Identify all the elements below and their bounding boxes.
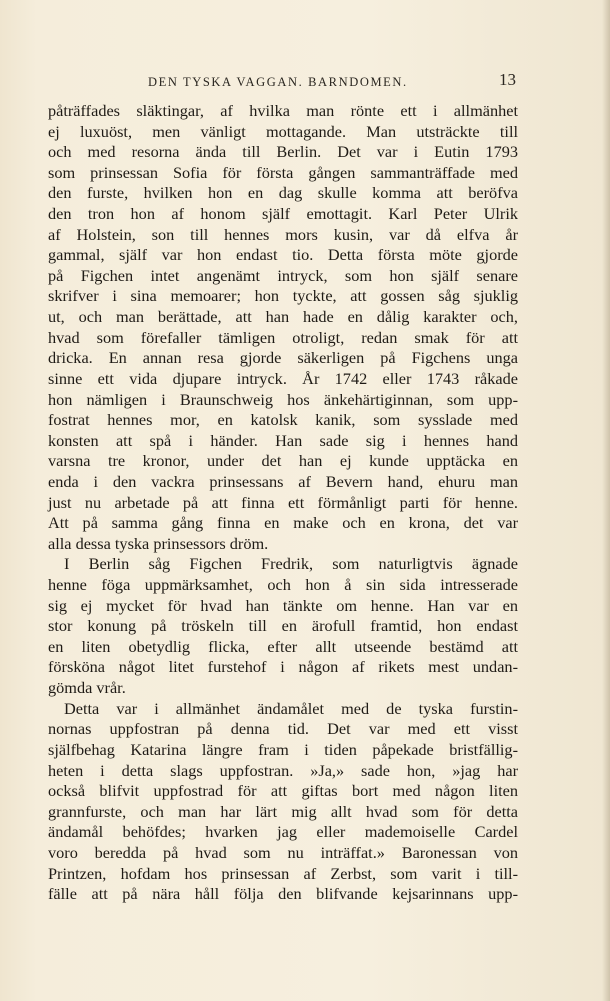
text-line: hvad som förefaller tämligen otroligt, redan smak för att — [48, 327, 518, 347]
text-line: hon nämligen i Braunschweig hos änkehärtiginnan, som upp- — [48, 389, 518, 409]
text-line: påträffades släktingar, af hvilka man rönte ett i allmänhet — [48, 101, 518, 120]
text-line: henne föga uppmärksamhet, och hon å sin sida intresserade — [48, 575, 518, 595]
text-line: gömda vrår. — [48, 678, 126, 698]
text-line: Printzen, hofdam hos prinsessan af Zerbst, som varit i till- — [48, 863, 518, 883]
text-line: sinne ett vida djupare intryck. År 1742 eller 1743 råkade — [48, 368, 518, 388]
text-line: Att på samma gång finna en make och en krona, det var — [48, 513, 518, 533]
text-line: den furste, hvilken hon en dag skulle komma att beröfva — [48, 183, 518, 203]
paragraph-1 — [48, 101, 518, 554]
body-text — [48, 101, 518, 905]
text-line: just nu arbetade på att finna ett förmånligt parti för henne. — [48, 492, 518, 512]
text-line: också blifvit uppfostrad för att giftas bort med någon liten — [48, 781, 518, 801]
text-line: sig ej mycket för hvad han tänkte om henne. Han var en — [48, 595, 518, 615]
text-line: ändamål behöfdes; hvarken jag eller mademoiselle Cardel — [48, 822, 518, 842]
page-number: 13 — [499, 70, 516, 89]
text-line: på Figchen intet angenämt intryck, som hon själf senare — [48, 265, 518, 285]
text-line: heten i detta slags uppfostran. »Ja,» sade hon, »jag har — [48, 760, 518, 780]
text-line: som prinsessan Sofia för första gången sammanträffade med — [48, 162, 518, 182]
text-line: den tron hon af honom själf emottagit. Karl Peter Ulrik — [48, 204, 518, 224]
running-head: DEN TYSKA VAGGAN. BARNDOMEN. — [148, 75, 408, 89]
paragraph-3 — [48, 699, 518, 905]
text-line: voro beredda på hvad som nu inträffat.» Baronessan von — [48, 842, 518, 862]
text-line: en liten obetydlig flicka, efter allt utseende bestämd att — [48, 636, 518, 656]
text-line: I Berlin såg Figchen Fredrik, som naturligtvis ägnade — [64, 554, 518, 574]
text-line: stor konung på tröskeln till en ärofull framtid, hon endast — [48, 616, 518, 636]
text-line: skrifver i sina memoarer; hon tyckte, att gossen såg sjuklig — [48, 286, 518, 306]
text-line: fälle att på nära håll följa den blifvande kejsarinnans upp- — [48, 884, 518, 904]
text-line: gammal, själf var hon endast tio. Detta första möte gjorde — [48, 245, 518, 265]
text-line: ej luxuöst, men vänligt mottagande. Man utsträckte till — [48, 121, 518, 141]
text-line: Detta var i allmänhet ändamålet med de tyska furstin- — [64, 698, 518, 718]
text-line: alla dessa tyska prinsessors dröm. — [48, 533, 269, 553]
text-line: och med resorna ända till Berlin. Det var i Eutin 1793 — [48, 142, 518, 162]
text-line: försköna något litet furstehof i någon af rikets mest undan- — [48, 657, 518, 677]
text-line: enda i den vackra prinsessans af Bevern hand, ehuru man — [48, 471, 518, 491]
text-line: ut, och man berättade, att han hade en dålig karakter och, — [48, 307, 518, 327]
text-line: grannfurste, och man har lärt mig allt hvad som för detta — [48, 801, 518, 821]
text-line: själfbehag Katarina längre fram i tiden påpekade bristfällig- — [48, 739, 518, 759]
text-line: dricka. En annan resa gjorde säkerligen på Figchens unga — [48, 348, 518, 368]
page-edge-shadow — [602, 0, 610, 1001]
text-line: varsna tre kronor, under det han ej kunde upptäcka en — [48, 451, 518, 471]
paragraph-2 — [48, 554, 518, 698]
text-line: af Holstein, son till hennes mors kusin, var då elfva år — [48, 224, 518, 244]
text-line: konsten att spå i händer. Han sade sig i hennes hand — [48, 430, 518, 450]
text-line: fostrat hennes mor, en katolsk kanik, som sysslade med — [48, 410, 518, 430]
page-header — [48, 70, 518, 94]
text-line: nornas uppfostran på denna tid. Det var med ett visst — [48, 719, 518, 739]
